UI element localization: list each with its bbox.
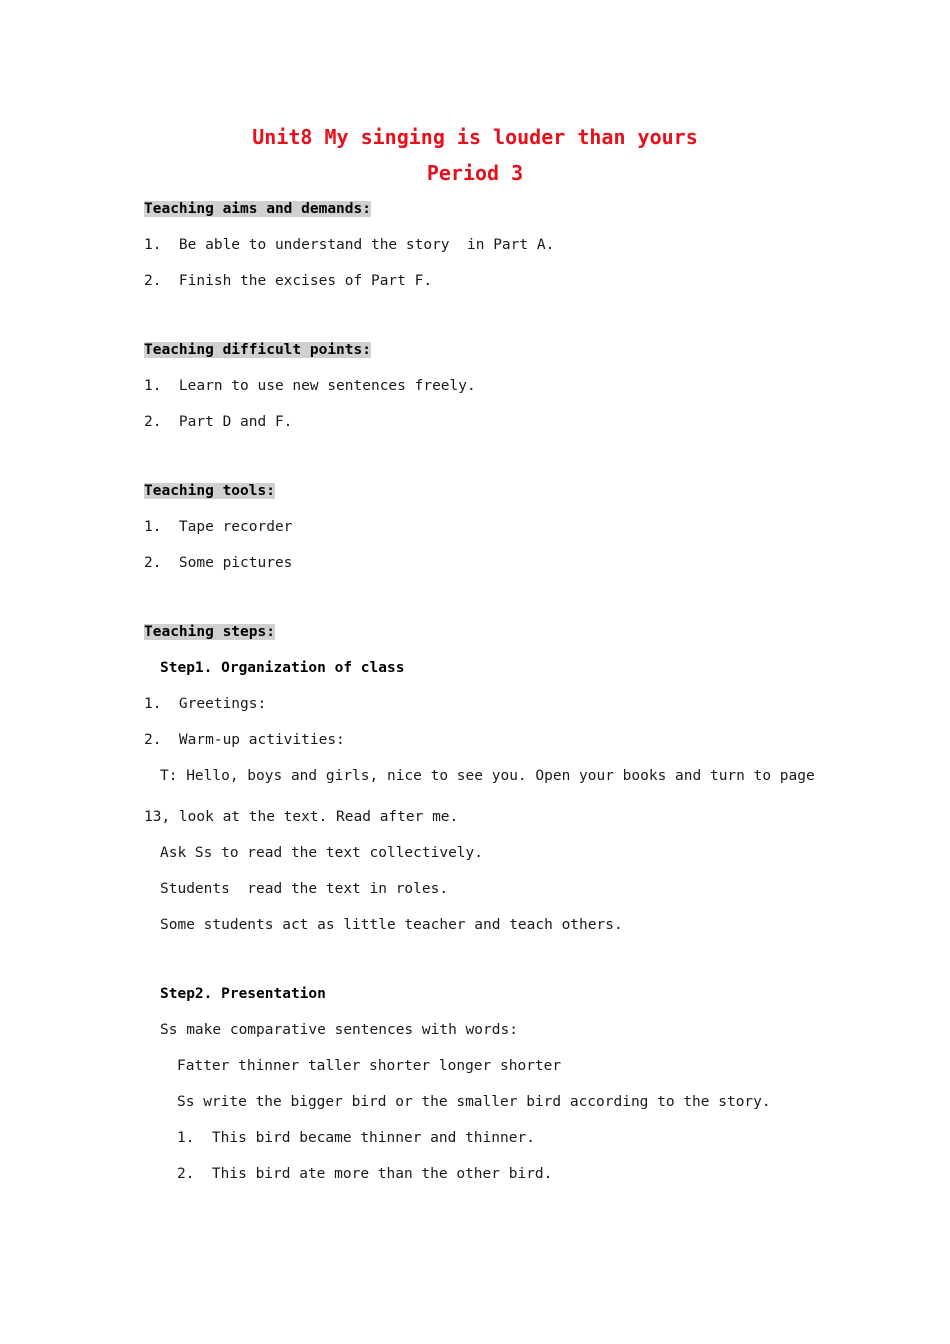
step1-title: Step1. Organization of class xyxy=(160,660,405,676)
step1-dialogue-line-2: 13, look at the text. Read after me. xyxy=(144,809,459,825)
step1-line-1: Ask Ss to read the text collectively. xyxy=(160,845,484,861)
highlighted-heading: Teaching tools: xyxy=(144,483,275,499)
step1-item-2: 2. Warm-up activities: xyxy=(144,732,345,748)
tools-item-2: 2. Some pictures xyxy=(144,555,293,571)
step2-words: Fatter thinner taller shorter longer shorter xyxy=(177,1058,562,1074)
step2-item-2: 2. This bird ate more than the other bird. xyxy=(177,1166,553,1182)
step2-title: Step2. Presentation xyxy=(160,986,326,1002)
highlighted-heading: Teaching aims and demands: xyxy=(144,201,371,217)
section-heading-tools xyxy=(144,482,275,500)
aims-item-2: 2. Finish the excises of Part F. xyxy=(144,273,433,289)
highlighted-heading: Teaching difficult points: xyxy=(144,342,371,358)
difficult-item-1: 1. Learn to use new sentences freely. xyxy=(144,378,476,394)
document-subtitle: Period 3 xyxy=(426,161,524,185)
highlighted-heading: Teaching steps: xyxy=(144,624,275,640)
step2-task: Ss write the bigger bird or the smaller bird according to the story. xyxy=(177,1094,771,1110)
section-heading-steps xyxy=(144,623,275,641)
section-heading-aims xyxy=(144,200,371,218)
document-title: Unit8 My singing is louder than yours xyxy=(252,125,698,149)
section-heading-difficult xyxy=(144,341,371,359)
aims-item-1: 1. Be able to understand the story in Part A. xyxy=(144,237,555,253)
step2-intro: Ss make comparative sentences with words: xyxy=(160,1022,518,1038)
difficult-item-2: 2. Part D and F. xyxy=(144,414,293,430)
step1-dialogue-line-1: T: Hello, boys and girls, nice to see you. Open your books and turn to page xyxy=(160,768,815,784)
step1-line-3: Some students act as little teacher and teach others. xyxy=(160,917,623,933)
step1-item-1: 1. Greetings: xyxy=(144,696,267,712)
step1-line-2: Students read the text in roles. xyxy=(160,881,449,897)
tools-item-1: 1. Tape recorder xyxy=(144,519,293,535)
step2-item-1: 1. This bird became thinner and thinner. xyxy=(177,1130,535,1146)
